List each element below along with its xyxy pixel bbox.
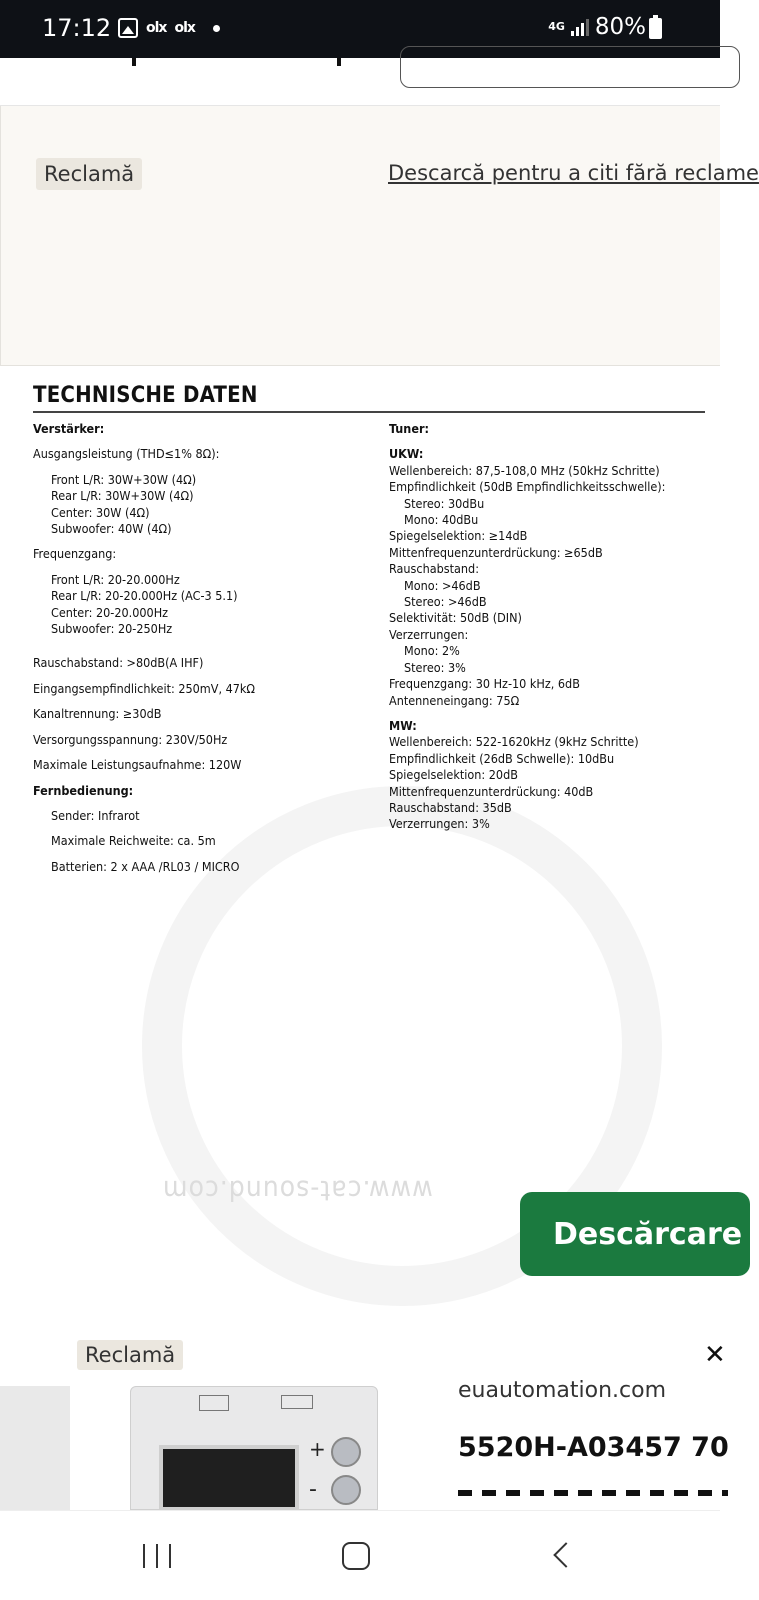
spec-line-left: Center: 20-20.000Hz xyxy=(51,604,169,620)
product-button-down xyxy=(331,1475,361,1505)
home-icon[interactable] xyxy=(342,1542,370,1570)
document-title: TECHNISCHE DATEN xyxy=(33,383,258,408)
ad-domain[interactable]: euautomation.com xyxy=(458,1378,667,1403)
page-header-partial xyxy=(0,58,720,106)
spec-line-right: Selektivität: 50dB (DIN) xyxy=(389,610,522,626)
ad-headline[interactable]: 5520H-A03457 70 xyxy=(458,1432,729,1463)
image-notification-icon xyxy=(118,18,138,38)
spec-line-left: Eingangsempfindlichkeit: 250mV, 47kΩ xyxy=(33,680,255,696)
spec-line-right: Mono: 2% xyxy=(404,643,460,659)
close-icon[interactable]: ✕ xyxy=(704,1340,726,1370)
spec-line-left: Maximale Leistungsaufnahme: 120W xyxy=(33,757,242,773)
ad-product-image[interactable] xyxy=(130,1386,378,1510)
product-button-up xyxy=(331,1437,361,1467)
bottom-ad xyxy=(0,1328,729,1510)
spec-line-left xyxy=(33,672,363,681)
product-screen xyxy=(159,1445,299,1511)
navigation-bar xyxy=(0,1510,720,1600)
spec-line-left: Rear L/R: 30W+30W (4Ω) xyxy=(51,488,194,504)
spec-line-right xyxy=(389,437,719,446)
spec-line-right: Verzerrungen: xyxy=(389,626,469,642)
back-icon[interactable] xyxy=(553,1542,578,1567)
spec-line-right: Frequenzgang: 30 Hz-10 kHz, 6dB xyxy=(389,676,580,692)
signal-icon xyxy=(571,18,589,36)
spec-line-left: Subwoofer: 20-250Hz xyxy=(51,621,173,637)
spec-line-left: Maximale Reichweite: ca. 5m xyxy=(51,833,216,849)
battery-percent: 80% xyxy=(594,14,646,40)
spec-column-left xyxy=(33,421,363,875)
spec-line-right xyxy=(389,709,719,718)
olx-notification-icon: olx xyxy=(146,20,167,36)
spec-line-left xyxy=(33,437,363,446)
network-type-icon: 4G xyxy=(548,20,565,33)
spec-column-right xyxy=(389,421,719,833)
spec-line-left xyxy=(33,799,363,808)
product-label xyxy=(199,1395,229,1411)
plus-icon: + xyxy=(309,1437,326,1461)
spec-line-right: Antenneneingang: 75Ω xyxy=(389,692,520,708)
spec-line-right: Stereo: 3% xyxy=(404,659,466,675)
spec-line-left: Rear L/R: 20-20.000Hz (AC-3 5.1) xyxy=(51,588,238,604)
spec-line-right: Wellenbereich: 522-1620kHz (9kHz Schritte) xyxy=(389,734,639,750)
spec-line-right: MW: xyxy=(389,717,417,733)
status-right xyxy=(548,14,646,40)
spec-line-left xyxy=(33,824,363,833)
spec-line-left xyxy=(33,774,363,783)
spec-line-left: Batterien: 2 x AAA /RL03 / MICRO xyxy=(51,858,240,874)
spec-line-right: Mittenfrequenzunterdrückung: 40dB xyxy=(389,783,594,799)
spec-line-right: Mono: >46dB xyxy=(404,577,481,593)
spec-line-right: Spiegelselektion: 20dB xyxy=(389,767,518,783)
watermark-url: www.cat-sound.com xyxy=(162,1174,433,1207)
spec-line-left: Frequenzgang: xyxy=(33,546,117,562)
spec-line-right: Verzerrungen: 3% xyxy=(389,816,490,832)
spec-line-left: Versorgungsspannung: 230V/50Hz xyxy=(33,731,228,747)
header-fragment-2 xyxy=(337,58,341,66)
spec-line-left xyxy=(33,563,363,572)
spec-line-right: Empfindlichkeit (50dB Empfindlichkeitsschwelle): xyxy=(389,479,666,495)
olx-notification-icon-2: olx xyxy=(174,20,195,36)
spec-line-right: Mono: 40dBu xyxy=(404,512,479,528)
spec-line-right: Stereo: 30dBu xyxy=(404,495,485,511)
recents-icon[interactable] xyxy=(143,1544,171,1568)
spec-line-left xyxy=(33,537,363,546)
spec-line-right: Rauschabstand: 35dB xyxy=(389,799,512,815)
spec-line-right: Wellenbereich: 87,5-108,0 MHz (50kHz Schritte) xyxy=(389,462,660,478)
spec-line-right: Spiegelselektion: ≥14dB xyxy=(389,528,528,544)
header-fragment xyxy=(132,58,136,66)
spec-line-left xyxy=(33,637,363,646)
status-time: 17:12 xyxy=(42,14,112,42)
spec-line-right: Stereo: >46dB xyxy=(404,594,487,610)
bottom-ad-label: Reclamă xyxy=(77,1340,183,1370)
spec-line-left xyxy=(33,723,363,732)
search-input[interactable] xyxy=(400,46,740,88)
spec-line-left: Center: 30W (4Ω) xyxy=(51,504,150,520)
spec-line-left: Front L/R: 20-20.000Hz xyxy=(51,571,180,587)
spec-line-left xyxy=(33,748,363,757)
spec-line-right: Rauschabstand: xyxy=(389,561,479,577)
download-ad-free-link[interactable]: Descarcă pentru a citi fără reclame xyxy=(388,161,759,185)
ad-banner xyxy=(0,106,759,366)
spec-line-right: Tuner: xyxy=(389,421,429,436)
notification-icons xyxy=(118,18,220,38)
download-button[interactable]: Descărcare xyxy=(520,1192,750,1276)
ad-label: Reclamă xyxy=(36,158,142,190)
spec-line-left: Ausgangsleistung (THD≤1% 8Ω): xyxy=(33,446,220,462)
spec-line-left: Sender: Infrarot xyxy=(51,807,140,823)
title-divider xyxy=(33,411,705,413)
battery-icon xyxy=(649,18,662,39)
spec-line-left: Verstärker: xyxy=(33,421,105,436)
spec-line-left xyxy=(33,463,363,472)
spec-line-left: Rauschabstand: >80dB(A IHF) xyxy=(33,655,204,671)
spec-line-left: Fernbedienung: xyxy=(33,782,134,798)
spec-line-left xyxy=(33,850,363,859)
spec-line-left: Front L/R: 30W+30W (4Ω) xyxy=(51,471,197,487)
spec-line-right: Empfindlichkeit (26dB Schwelle): 10dBu xyxy=(389,750,615,766)
spec-line-left: Subwoofer: 40W (4Ω) xyxy=(51,521,172,537)
minus-icon: - xyxy=(309,1477,317,1502)
product-label-2 xyxy=(281,1395,313,1409)
ad-image-side xyxy=(0,1386,70,1510)
spec-line-right: UKW: xyxy=(389,446,424,462)
more-notifications-dot-icon xyxy=(213,25,220,32)
spec-line-left xyxy=(33,697,363,706)
spec-line-right: Mittenfrequenzunterdrückung: ≥65dB xyxy=(389,544,603,560)
document-page xyxy=(2,366,720,1328)
spec-line-left: Kanaltrennung: ≥30dB xyxy=(33,706,162,722)
spec-line-left xyxy=(33,646,363,655)
ad-text-cutoff xyxy=(458,1490,728,1496)
